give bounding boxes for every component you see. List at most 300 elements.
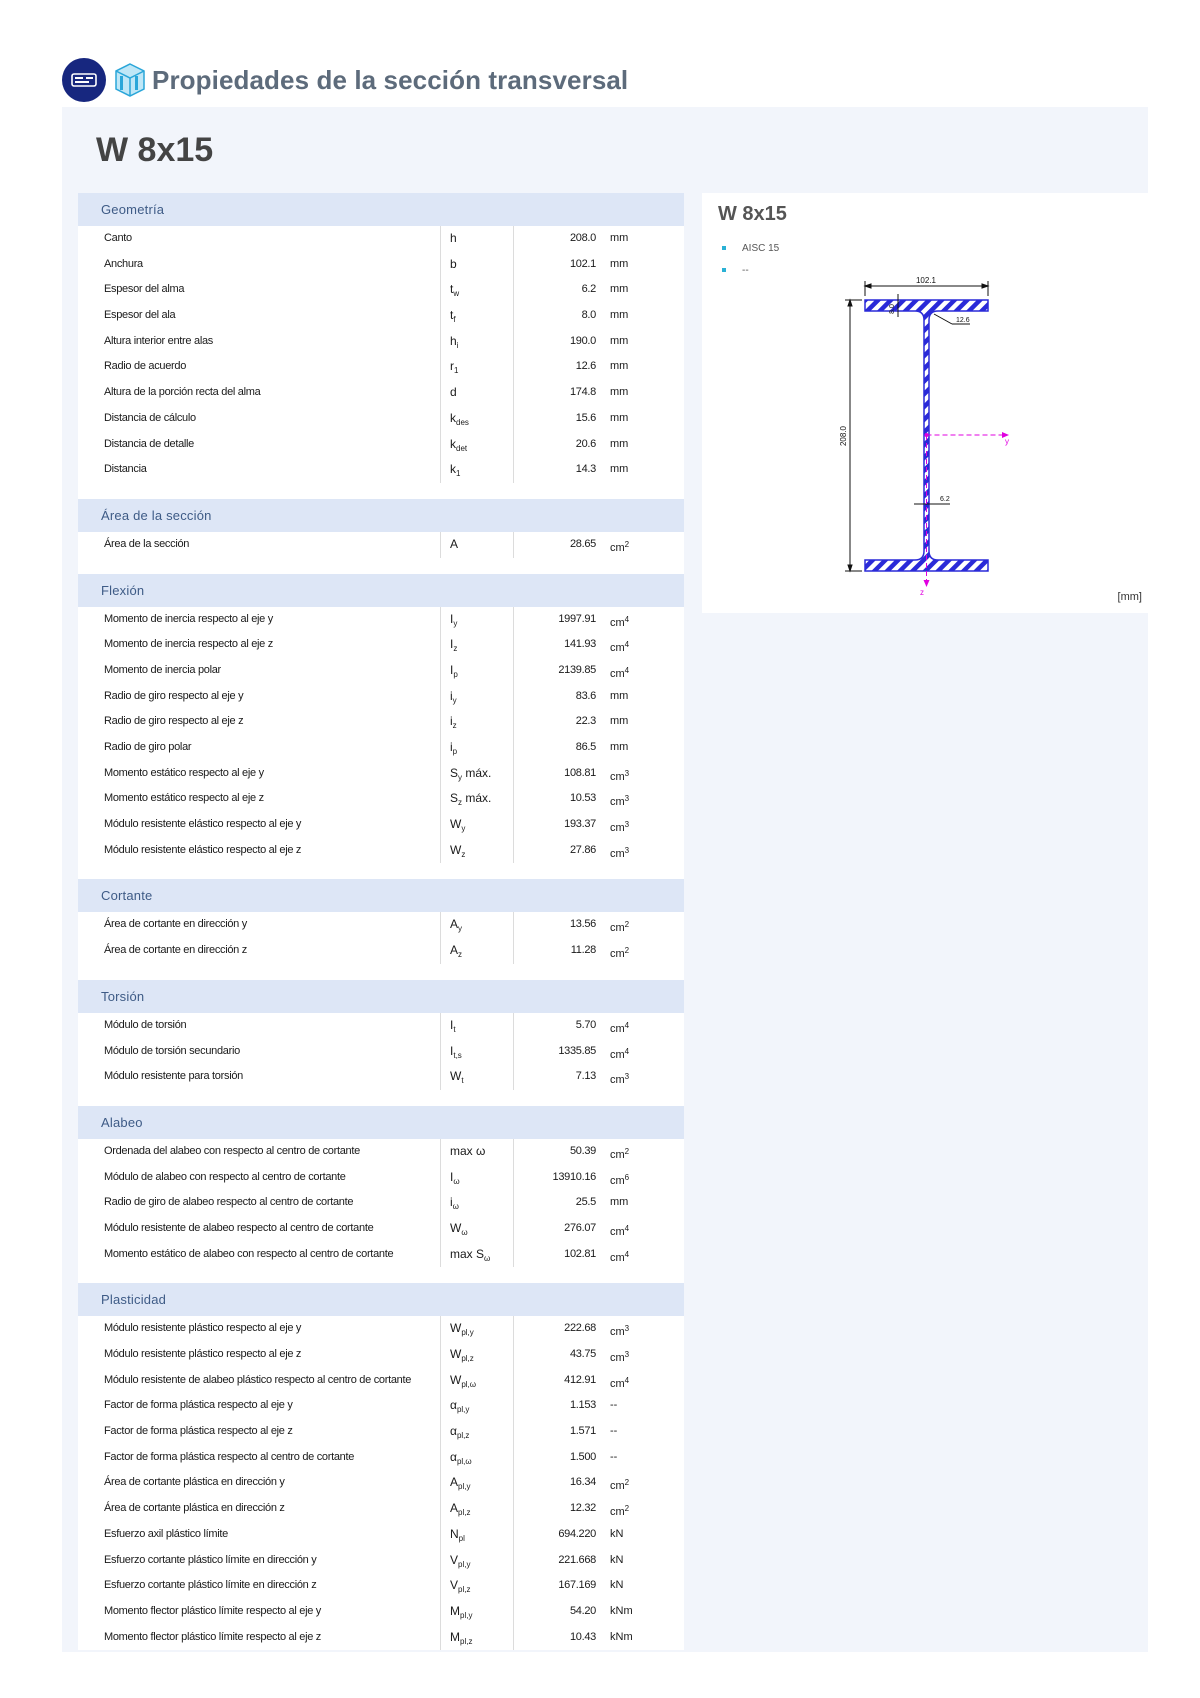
symbol-base: I [450,1169,454,1184]
group-title: Geometría [78,193,684,226]
symbol-base: W [450,817,462,832]
symbol-base: i [450,688,453,703]
table-row [78,1216,684,1242]
group-rows [78,1013,684,1090]
symbol-subscript: y [461,824,466,834]
table-row [78,1393,684,1419]
property-description: Momento flector plástico límite respecto al eje z [104,1630,322,1643]
unit-base: cm [610,1326,625,1339]
page-header [62,55,628,105]
symbol-subscript: z [458,798,463,808]
property-description: Momento estático respecto al eje z [104,792,264,805]
property-unit [610,329,628,355]
property-unit [610,380,628,406]
symbol-subscript: pl,ω [461,1379,477,1389]
bullet-text: -- [742,264,749,276]
table-row [78,838,684,864]
unit-base: mm [610,283,629,296]
group-spacer [78,1090,684,1106]
table-row [78,1013,684,1039]
unit-exponent: 2 [624,1478,630,1488]
symbol-subscript: w [453,289,460,299]
property-value: 1.153 [569,1399,596,1412]
symbol-subscript: y [452,695,457,705]
symbol-suffix: máx. [462,765,492,780]
symbol-base: V [450,1578,459,1593]
property-unit [610,938,629,968]
property-value: 86.5 [575,741,596,753]
unit-base: cm [610,1377,625,1390]
property-unit [610,354,628,380]
unit-base: mm [610,1196,629,1209]
unit-base: -- [610,1450,618,1463]
unit-base: mm [610,463,629,476]
unit-exponent: 4 [624,1375,630,1385]
property-value: 1.571 [569,1425,596,1438]
property-value: 83.6 [575,689,596,702]
symbol-base: A [450,943,459,958]
table-row [78,786,684,812]
table-row [78,658,684,684]
unit-base: kN [610,1553,624,1566]
bullet-text: AISC 15 [742,242,780,254]
property-value: 11.28 [570,944,596,957]
symbol-base: W [450,1069,462,1084]
table-row [78,632,684,658]
property-description: Módulo de alabeo con respecto al centro de cortante [104,1170,346,1183]
property-value: 108.81 [564,766,596,779]
property-value: 1335.85 [558,1044,596,1057]
flange-thickness-label: 8.0 [889,304,896,314]
table-row [78,1573,684,1599]
symbol-base: W [450,1321,462,1336]
symbol-base: I [450,1043,454,1058]
property-value: 5.70 [575,1018,596,1031]
symbol-base: A [450,536,459,551]
property-description: Altura de la porción recta del alma [104,386,261,399]
section-name: W 8x15 [96,131,214,169]
unit-base: cm [610,822,625,835]
property-description: Módulo de torsión [104,1018,187,1031]
symbol-subscript: des [456,417,469,427]
table-row [78,354,684,380]
table-row [78,277,684,303]
property-symbol [450,838,465,868]
group-title: Área de la sección [78,499,684,532]
symbol-subscript: det [456,443,468,453]
property-description: Esfuerzo cortante plástico límite en dirección z [104,1579,317,1592]
symbol-base: k [450,462,456,477]
symbol-subscript: pl,y [458,1482,471,1492]
symbol-base: h [450,333,457,348]
table-row [78,812,684,838]
property-value: 102.1 [569,257,596,270]
symbol-subscript: t [461,1076,464,1086]
property-value: 141.93 [564,638,596,651]
property-description: Ordenada del alabeo con respecto al centro de cortante [104,1144,360,1157]
unit-exponent: 4 [624,640,630,650]
table-row [78,1419,684,1445]
unit-exponent: 3 [624,845,630,855]
symbol-base: max ω [450,1143,486,1158]
symbol-base: I [450,637,454,652]
property-description: Radio de giro respecto al eje y [104,689,244,702]
symbol-base: S [450,791,459,806]
unit-exponent: 4 [624,1223,630,1233]
table-row [78,1625,684,1651]
property-symbol [450,938,462,968]
property-unit [610,1419,617,1445]
property-description: Área de cortante plástica en dirección z [104,1502,285,1515]
unit-base: cm [610,1251,625,1264]
symbol-subscript: y [453,618,458,628]
property-value: 221.668 [558,1553,596,1566]
unit-base: cm [610,1074,625,1087]
property-description: Momento flector plástico límite respecto al eje y [104,1604,322,1617]
property-description: Factor de forma plástica respecto al eje z [104,1425,293,1438]
unit-base: cm [610,1048,625,1061]
property-value: 12.6 [575,360,596,373]
property-description: Área de cortante en dirección y [104,918,247,931]
property-unit [610,432,628,458]
property-value: 50.39 [569,1144,596,1157]
group-title: Plasticidad [78,1283,684,1316]
property-value: 2139.85 [558,663,596,676]
group-rows [78,912,684,963]
table-row [78,1064,684,1090]
property-value: 1.500 [569,1450,596,1463]
radius-label: 12.6 [956,317,970,324]
table-row [78,912,684,938]
table-row [78,1039,684,1065]
unit-exponent: 4 [624,1046,630,1056]
property-value: 8.0 [581,309,596,322]
unit-base: cm [610,1506,625,1519]
table-row [78,1548,684,1574]
symbol-base: A [450,1475,459,1490]
property-value: 174.8 [569,386,596,399]
unit-base: cm [610,1022,625,1035]
property-value: 27.86 [569,843,596,856]
property-value: 28.65 [569,537,596,550]
section-cube-icon [114,62,146,98]
property-value: 6.2 [581,283,596,296]
unit-exponent: 3 [624,768,630,778]
property-unit [610,1522,623,1548]
property-description: Momento estático de alabeo con respecto al centro de cortante [104,1247,394,1260]
property-description: Momento de inercia polar [104,663,221,676]
symbol-subscript: i [456,340,459,350]
unit-base: cm [610,1148,625,1161]
property-description: Espesor del alma [104,283,185,296]
property-description: Módulo resistente elástico respecto al eje y [104,818,302,831]
property-description: Momento de inercia respecto al eje z [104,638,273,651]
group-rows [78,532,684,558]
property-value: 190.0 [569,334,596,347]
unit-exponent: 3 [624,820,630,830]
symbol-subscript: ω [484,1253,491,1263]
symbol-subscript: z [458,950,463,960]
symbol-subscript: pl,z [460,1636,473,1646]
symbol-subscript: 1 [454,366,459,376]
property-value: 25.5 [575,1196,596,1209]
property-description: Módulo resistente plástico respecto al eje z [104,1348,302,1360]
unit-base: cm [610,1174,625,1187]
property-unit [610,838,629,868]
property-unit [610,1625,633,1651]
table-row [78,1599,684,1625]
symbol-subscript: z [453,644,458,654]
property-description: Área de cortante en dirección z [104,944,247,957]
unit-base: -- [610,1425,618,1438]
symbol-base: d [450,385,457,400]
symbol-base: α [450,1424,457,1439]
unit-base: cm [610,1225,625,1238]
property-unit [610,1190,628,1216]
height-label: 208.0 [839,425,848,447]
symbol-base: k [450,436,456,451]
symbol-base: h [450,231,457,245]
group-spacer [78,964,684,980]
table-row [78,303,684,329]
symbol-base: A [450,917,459,932]
unit-base: mm [610,437,629,450]
property-value: 15.6 [575,411,596,424]
unit-exponent: 3 [624,794,630,804]
property-description: Radio de giro de alabeo respecto al centro de cortante [104,1196,354,1209]
table-row [78,684,684,710]
unit-base: kNm [610,1604,633,1617]
unit-exponent: 2 [624,946,630,956]
property-value: 208.0 [569,232,596,244]
symbol-base: t [450,308,454,323]
property-value: 20.6 [575,437,596,450]
property-description: Módulo resistente de alabeo plástico respecto al centro de cortante [104,1373,412,1386]
property-value: 276.07 [564,1221,596,1234]
symbol-subscript: pl,z [458,1585,471,1595]
symbol-subscript: ω [452,1202,459,1212]
table-row [78,1496,684,1522]
symbol-base: I [450,611,454,626]
group-spacer [78,558,684,574]
unit-base: cm [610,847,625,860]
unit-base: cm [610,642,625,655]
table-row [78,761,684,787]
page-title: Propiedades de la sección transversal [152,64,629,95]
property-unit [610,1573,623,1599]
property-unit [610,1445,617,1471]
symbol-base: α [450,1398,457,1413]
property-value: 10.43 [569,1630,596,1643]
property-unit [610,1064,629,1094]
symbol-subscript: z [452,721,457,731]
table-row [78,226,684,252]
property-description: Área de cortante plástica en dirección y [104,1476,285,1489]
symbol-subscript: pl,z [458,1508,471,1518]
centroid-marker [925,433,929,437]
symbol-base: W [450,1372,462,1387]
unit-exponent: 3 [624,1072,630,1082]
symbol-base: M [450,1629,460,1644]
symbol-base: i [450,740,453,754]
table-row [78,252,684,278]
property-unit [610,735,628,761]
table-row [78,1139,684,1165]
symbol-subscript: ω [453,1176,460,1186]
table-row [78,938,684,964]
unit-base: -- [610,1399,618,1412]
property-description: Radio de acuerdo [104,360,187,373]
property-unit [610,277,628,303]
symbol-subscript: f [453,315,456,325]
table-row [78,1316,684,1342]
symbol-subscript: t,s [453,1050,462,1060]
property-symbol [450,457,460,487]
symbol-base: I [450,662,454,677]
property-value: 7.13 [575,1070,596,1083]
unit-base: cm [610,796,625,809]
property-value: 10.53 [569,792,596,805]
symbol-base: M [450,1603,460,1618]
property-description: Radio de giro respecto al eje z [104,715,244,728]
table-row [78,457,684,483]
symbol-base: i [450,1195,453,1210]
symbol-subscript: p [453,669,458,679]
property-description: Módulo resistente para torsión [104,1070,243,1083]
unit-exponent: 4 [624,1249,630,1259]
table-row [78,432,684,458]
property-symbol [450,226,457,252]
symbol-subscript: t [453,1024,456,1034]
symbol-subscript: p [452,747,458,756]
property-unit [610,457,628,483]
table-row [78,1165,684,1191]
unit-base: cm [610,1352,625,1364]
property-unit [610,532,629,562]
symbol-base: W [450,1347,462,1361]
symbol-subscript: z [461,849,466,859]
symbol-base: b [450,256,457,271]
property-symbol [450,380,457,406]
property-value: 12.32 [569,1502,596,1515]
symbol-subscript: y [458,772,463,782]
unit-exponent: 4 [624,614,630,624]
unit-exponent: 2 [624,1504,630,1514]
property-description: Módulo resistente plástico respecto al eje y [104,1322,302,1335]
symbol-base: V [450,1552,459,1567]
symbol-subscript: pl,y [460,1610,473,1620]
unit-label: [mm] [1117,591,1142,603]
symbol-subscript: pl,y [458,1559,471,1569]
symbol-subscript: pl,y [456,1405,470,1415]
symbol-subscript: pl [458,1533,465,1543]
symbol-base: N [450,1526,459,1541]
property-description: Distancia de detalle [104,437,195,450]
table-row [78,1368,684,1394]
table-row [78,380,684,406]
unit-base: cm [610,667,625,680]
property-description: Área de la sección [104,537,190,550]
property-description: Espesor del ala [104,309,176,322]
y-axis-label: y [1005,437,1009,446]
unit-exponent: 4 [624,665,630,675]
symbol-base: A [450,1501,459,1516]
unit-base: mm [610,715,629,728]
property-symbol [450,532,458,558]
table-row [78,1342,684,1368]
table-row [78,1242,684,1268]
section-panel [62,107,1148,1652]
table-row [78,607,684,633]
symbol-base: t [450,282,454,297]
table-row [78,1445,684,1471]
group-title: Flexión [78,574,684,607]
property-description: Momento estático respecto al eje y [104,766,264,779]
property-unit [610,1242,629,1272]
group-title: Alabeo [78,1106,684,1139]
symbol-base: W [450,1220,462,1235]
symbol-subscript: pl,z [461,1354,474,1363]
property-description: Esfuerzo axil plástico límite [104,1527,228,1540]
property-description: Momento de inercia respecto al eje y [104,612,273,625]
property-symbol [450,1625,472,1655]
symbol-subscript: pl,ω [456,1456,472,1466]
unit-base: kN [610,1527,624,1540]
symbol-base: i [450,714,453,729]
unit-base: mm [610,689,629,702]
property-value: 13910.16 [552,1170,596,1183]
property-description: Factor de forma plástica respecto al centro de cortante [104,1450,355,1463]
property-value: 102.81 [564,1247,596,1260]
group-spacer [78,483,684,499]
property-description: Distancia de cálculo [104,411,196,424]
property-symbol [450,1064,464,1094]
property-unit [610,406,628,432]
symbol-base: I [450,1017,454,1032]
web-thickness-label: 6.2 [940,496,950,503]
unit-exponent: 3 [624,1350,630,1359]
company-logo-icon [62,58,106,102]
symbol-base: S [450,765,459,780]
group-spacer [78,863,684,879]
group-rows [78,226,684,483]
property-description: Distancia [104,463,147,476]
property-unit [610,226,628,252]
symbol-subscript: 1 [456,469,461,479]
symbol-base: max S [450,1246,485,1261]
table-row [78,1470,684,1496]
unit-exponent: 4 [624,1020,630,1030]
property-symbol [450,252,457,278]
y-axis [927,432,1010,438]
property-value: 193.37 [564,818,596,831]
unit-base: cm [610,1480,625,1493]
symbol-base: W [450,842,462,857]
property-unit [610,252,628,278]
property-value: 1997.91 [558,612,596,625]
property-description: Módulo de torsión secundario [104,1044,240,1057]
unit-base: mm [610,386,629,399]
unit-base: kNm [610,1630,633,1643]
unit-base: mm [610,360,629,373]
property-unit [610,1393,617,1419]
symbol-subscript: y [458,924,463,934]
property-value: 13.56 [569,918,596,931]
table-row [78,406,684,432]
property-unit [610,684,628,710]
group-rows [78,607,684,864]
group-rows [78,1316,684,1650]
